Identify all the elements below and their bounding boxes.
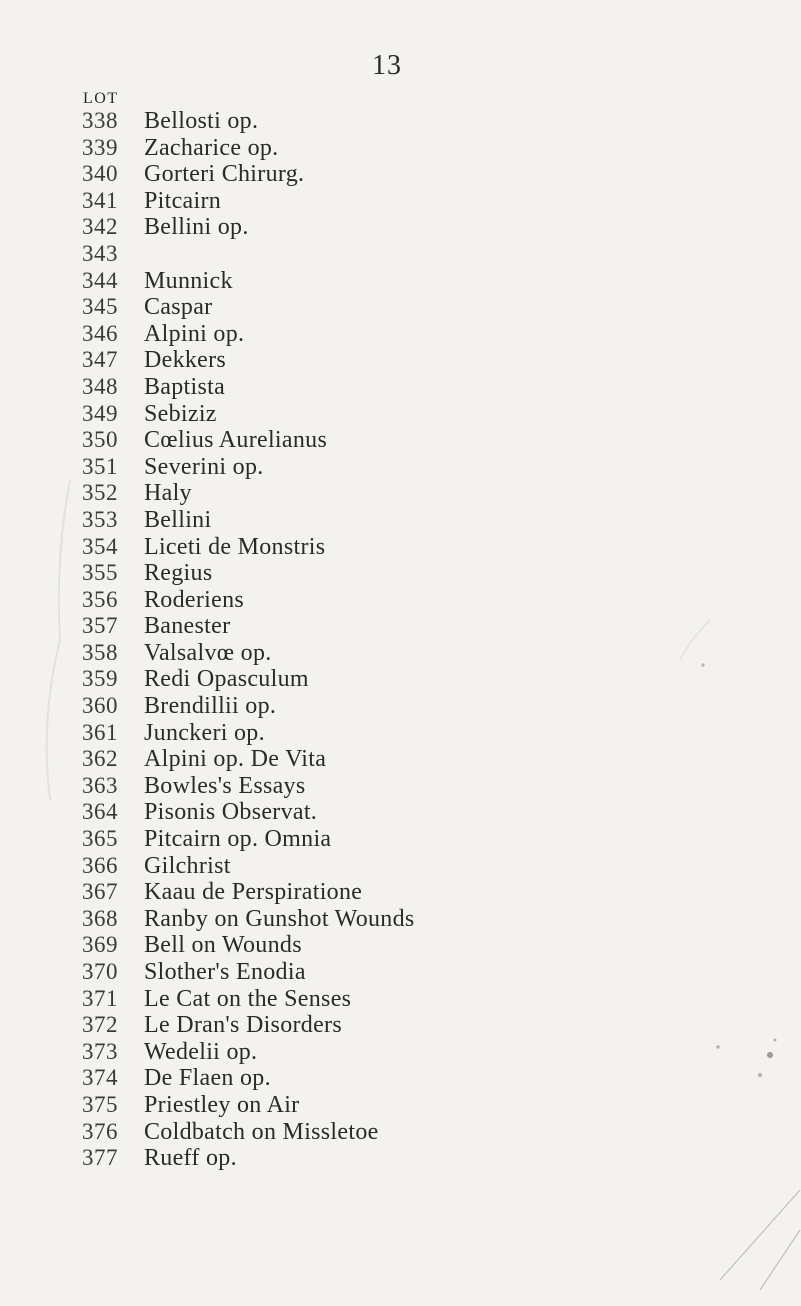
lot-title: Sebiziz: [144, 400, 217, 427]
lot-title: Zacharice op.: [144, 134, 279, 161]
lot-title: Caspar: [144, 294, 213, 321]
lot-number: 365: [82, 826, 118, 852]
lot-row: [82, 374, 415, 401]
lot-row: [82, 347, 415, 374]
lot-row: [82, 986, 415, 1013]
lot-title: Pitcairn: [144, 187, 222, 214]
lot-title: Alpini op. De Vita: [144, 746, 327, 773]
lot-title: Baptista: [144, 373, 226, 400]
lot-number: 377: [82, 1145, 118, 1171]
lot-row: [82, 188, 415, 215]
lot-title: De Flaen op.: [144, 1065, 271, 1092]
lot-number: 361: [82, 719, 118, 745]
lot-number: 370: [82, 959, 118, 984]
lot-row: [82, 853, 415, 880]
lot-number: 344: [82, 267, 118, 293]
lot-number: 374: [82, 1065, 118, 1091]
lot-title: Alpini op.: [144, 320, 245, 347]
lot-title: Le Dran's Disorders: [144, 1012, 342, 1039]
lot-row: [82, 534, 415, 561]
lot-title: Gilchrist: [144, 852, 231, 879]
lot-title: Brendillii op.: [144, 693, 277, 720]
lot-title: Haly: [144, 480, 192, 507]
lot-title: Roderiens: [144, 586, 245, 613]
lot-number: 345: [82, 294, 118, 320]
lot-number: 352: [82, 480, 118, 506]
lot-number: 356: [82, 586, 118, 612]
lot-title: Redi Opasculum: [144, 666, 309, 693]
lot-row: [82, 161, 415, 188]
lot-row: [82, 108, 415, 135]
lot-row: [82, 454, 415, 481]
lot-title: Valsalvœ op.: [144, 639, 272, 666]
lot-number: 376: [82, 1118, 118, 1144]
lot-column-header: LOT: [83, 90, 119, 107]
lot-row: [82, 799, 415, 826]
lot-number: 342: [82, 214, 118, 240]
lot-number: 373: [82, 1038, 118, 1064]
lot-row: [82, 1065, 415, 1092]
lot-number: 355: [82, 560, 118, 586]
lot-number: 349: [82, 400, 118, 426]
lot-number: 338: [82, 108, 118, 133]
lot-title: Bellini op.: [144, 214, 249, 241]
lot-number: 368: [82, 905, 118, 931]
lot-title: Regius: [144, 560, 213, 587]
lot-title: Bowles's Essays: [144, 772, 306, 799]
lot-title: Liceti de Monstris: [144, 533, 326, 560]
lot-list: [82, 108, 415, 1172]
lot-title: Priestley on Air: [144, 1091, 300, 1118]
lot-title: Pisonis Observat.: [144, 799, 318, 826]
lot-row: [82, 879, 415, 906]
lot-row: [82, 1092, 415, 1119]
lot-row: [82, 666, 415, 693]
lot-title: Kaau de Perspiratione: [144, 879, 363, 906]
lot-number: 354: [82, 533, 118, 559]
lot-row: [82, 507, 415, 534]
lot-title: Wedelii op.: [144, 1038, 258, 1065]
lot-title: Banester: [144, 613, 231, 640]
lot-title: Bellini: [144, 506, 212, 533]
lot-number: 371: [82, 985, 118, 1011]
lot-number: 343: [82, 240, 118, 266]
lot-title: Ranby on Gunshot Wounds: [144, 905, 415, 932]
lot-row: [82, 214, 415, 241]
lot-number: 357: [82, 613, 118, 639]
lot-title: Cœlius Aurelianus: [144, 427, 328, 454]
lot-number: 346: [82, 320, 118, 346]
lot-row: [82, 693, 415, 720]
lot-title: Bellosti op.: [144, 108, 259, 134]
lot-number: 348: [82, 373, 118, 399]
lot-number: 347: [82, 347, 118, 373]
lot-row: [82, 268, 415, 295]
lot-title: Dekkers: [144, 347, 227, 374]
lot-number: 363: [82, 772, 118, 798]
lot-row: [82, 480, 415, 507]
lot-row: [82, 1145, 415, 1172]
lot-number: 364: [82, 799, 118, 825]
lot-row: [82, 773, 415, 800]
lot-row: [82, 746, 415, 773]
lot-row: [82, 560, 415, 587]
lot-title: Severini op.: [144, 453, 264, 480]
lot-row: [82, 959, 415, 986]
lot-number: 366: [82, 852, 118, 878]
lot-row: [82, 401, 415, 428]
lot-title: Junckeri op.: [144, 719, 265, 746]
lot-row: [82, 587, 415, 614]
lot-title: Coldbatch on Missletoe: [144, 1118, 379, 1145]
lot-row: [82, 906, 415, 933]
lot-row: [82, 427, 415, 454]
lot-title: Slother's Enodia: [144, 959, 306, 985]
lot-number: 362: [82, 746, 118, 772]
lot-row: [82, 241, 415, 268]
lot-title: Bell on Wounds: [144, 932, 302, 959]
lot-title: Le Cat on the Senses: [144, 985, 352, 1012]
lot-row: [82, 640, 415, 667]
lot-row: [82, 321, 415, 348]
lot-number: 340: [82, 161, 118, 187]
lot-row: [82, 1119, 415, 1146]
lot-number: 358: [82, 639, 118, 665]
lot-title: Pitcairn op. Omnia: [144, 826, 332, 853]
lot-number: 369: [82, 932, 118, 958]
lot-row: [82, 613, 415, 640]
lot-number: 339: [82, 134, 118, 160]
page-number: 13: [372, 50, 402, 81]
lot-title: Munnick: [144, 267, 233, 294]
lot-number: 341: [82, 187, 118, 213]
lot-number: 372: [82, 1012, 118, 1038]
lot-number: 351: [82, 453, 118, 479]
lot-number: 359: [82, 666, 118, 692]
lot-number: 350: [82, 427, 118, 453]
lot-row: [82, 1039, 415, 1066]
lot-row: [82, 294, 415, 321]
lot-row: [82, 826, 415, 853]
lot-row: [82, 932, 415, 959]
lot-title: Rueff op.: [144, 1145, 237, 1172]
lot-number: 367: [82, 879, 118, 905]
lot-row: [82, 135, 415, 162]
lot-row: [82, 1012, 415, 1039]
lot-number: 375: [82, 1091, 118, 1117]
lot-title: Gorteri Chirurg.: [144, 161, 305, 188]
lot-number: 353: [82, 506, 118, 532]
lot-row: [82, 720, 415, 747]
lot-number: 360: [82, 693, 118, 719]
